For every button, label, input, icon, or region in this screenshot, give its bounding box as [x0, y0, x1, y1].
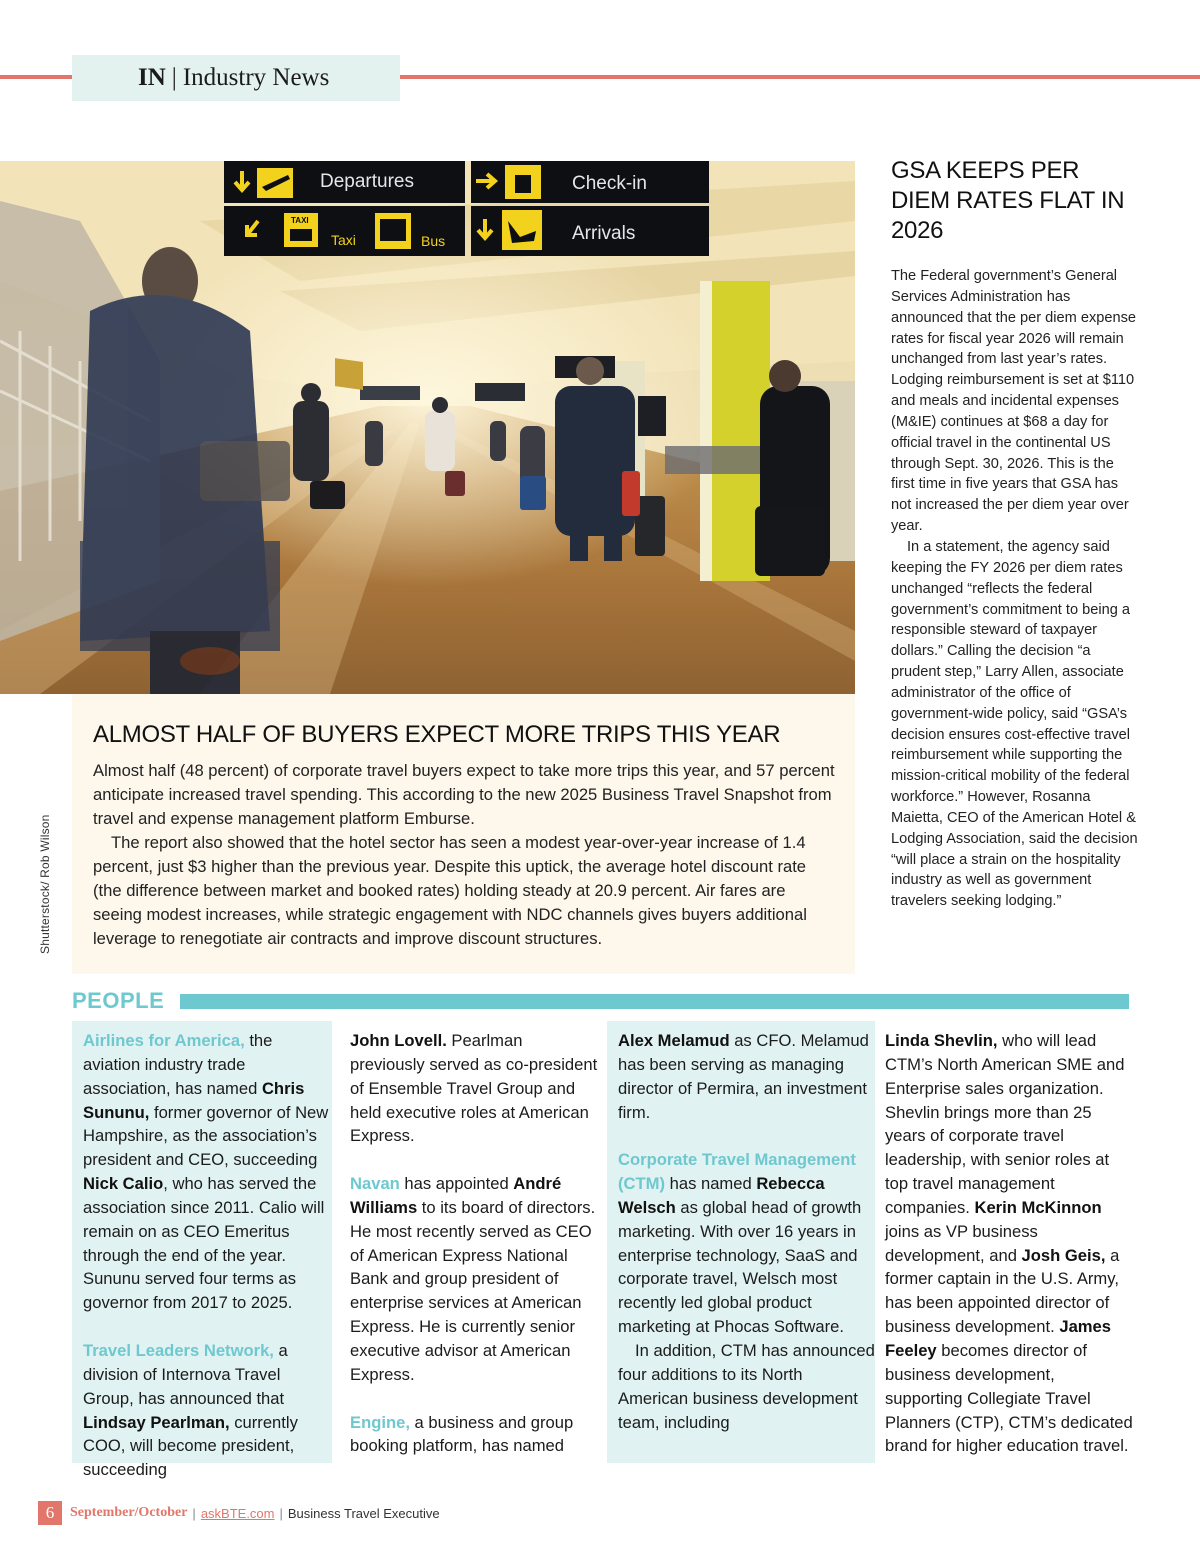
people-column-4 — [874, 1021, 1136, 1463]
people-text: as global head of growth marketing. With over 16 years in enterprise technology, SaaS and corporate travel, Welsch most recently led global product marketing at Phocas Software. — [618, 1197, 862, 1337]
section-header — [72, 55, 400, 101]
publication-name: Business Travel Executive — [287, 1505, 440, 1521]
org-name: Airlines for America, — [83, 1031, 245, 1050]
people-text: a division of Internova Travel Group, has announced that — [83, 1340, 288, 1408]
people-item — [350, 1411, 599, 1459]
org-name: Engine, — [350, 1412, 410, 1432]
people-column-2 — [339, 1021, 599, 1463]
person-name: Chris Sununu, — [83, 1078, 305, 1122]
person-name: James Feeley — [885, 1317, 1112, 1360]
person-name: Alex Melamud — [618, 1031, 730, 1050]
person-name: Linda Shevlin, — [885, 1031, 998, 1050]
gsa-article — [891, 156, 1139, 912]
page-footer — [38, 1501, 440, 1525]
people-text: to its board of directors. He most recently served as CEO of American Express National Bank and group president of enterprise services at American Express. He is currently senior executive advisor at American Express. — [350, 1197, 596, 1384]
people-text: has named — [665, 1174, 757, 1194]
footer-separator: | — [192, 1505, 196, 1521]
people-item — [83, 1029, 332, 1315]
person-name: Lindsay Pearlman, — [83, 1412, 230, 1432]
sign-checkin-text: Check-in — [572, 173, 647, 194]
people-text: who will lead CTM’s North American SME and Enterprise sales organization. Shevlin brings more than 25 years of corporate travel leadership, with senior roles at top travel management companies. — [885, 1031, 1125, 1217]
sign-taxi-text: Taxi — [331, 232, 356, 248]
sign-bus-text: Bus — [421, 233, 446, 249]
people-text: former governor of New Hampshire, as the association’s president and CEO, succeeding — [83, 1102, 329, 1170]
people-item — [83, 1339, 332, 1482]
feature-paragraph: The report also showed that the hotel sector has seen a modest year-over-year increase of 1.4 percent, just $3 higher than the previous year. Despite this uptick, the average hotel discount rate (the difference between market and booked rates) holding steady at 20.9 percent. Air fares are seeing modest increases, while strategic engagement with NDC channels gives buyers additional leverage to renegotiate air contracts and improve discount structures. — [93, 833, 807, 948]
people-column-3 — [607, 1021, 875, 1463]
person-name: John Lovell. — [350, 1031, 447, 1050]
header-rule-right — [400, 75, 1200, 79]
people-column-1 — [72, 1021, 332, 1480]
feature-headline: ALMOST HALF OF BUYERS EXPECT MORE TRIPS THIS YEAR — [93, 721, 781, 748]
gsa-headline: GSA KEEPS PER DIEM RATES FLAT IN 2026 — [891, 157, 1125, 244]
gsa-paragraph: In a statement, the agency said keeping the FY 2026 per diem rates unchanged “reflects the federal government’s commitment to being a responsible steward of taxpayer dollars.” Calling the decision “a prudent step,” Larry Allen, associate administrator of the office of government-wide policy, said “GSA’s decision ensures cost-effective travel reimbursement while supporting the mission-critical mobility of the federal workforce.” However, Rosanna Maietta, CEO of the American Hotel & Lodging Association, said the decision “will place a strain on the hospitality industry as well as government travelers seeking lodging.” — [891, 538, 1138, 910]
photo-credit: Shutterstock/ Rob Wilson — [38, 814, 52, 954]
people-item — [618, 1148, 875, 1339]
website-link[interactable]: askBTE.com — [200, 1505, 275, 1521]
people-item: In addition, CTM has announced four additions to its North American business development team, including — [618, 1340, 875, 1432]
section-code: IN — [138, 64, 166, 91]
people-text: has appointed — [399, 1174, 514, 1194]
people-text: a former captain in the U.S. Army, has been appointed director of business development. — [885, 1245, 1120, 1337]
section-title: Industry News — [182, 64, 330, 91]
sign-arrivals-text: Arrivals — [572, 223, 636, 244]
people-text: the aviation industry trade association, has named — [83, 1031, 273, 1098]
person-name: Rebecca Welsch — [618, 1174, 825, 1217]
org-name: Corporate Travel Management (CTM) — [618, 1150, 856, 1194]
org-name: Navan — [350, 1174, 400, 1194]
airport-photo — [0, 161, 855, 694]
person-name: Nick Calio — [83, 1174, 164, 1194]
people-text: Pearlman previously served as co-president of Ensemble Travel Group and held executive roles at American Express. — [350, 1031, 598, 1146]
org-name: Travel Leaders Network, — [83, 1340, 274, 1360]
people-item — [885, 1029, 1136, 1458]
people-item — [350, 1172, 599, 1387]
people-item — [350, 1029, 599, 1148]
section-separator: | — [171, 64, 177, 91]
person-name: Josh Geis, — [1021, 1245, 1106, 1265]
people-title-bar — [180, 994, 1129, 1009]
people-text: becomes director of business development, supporting Collegiate Travel Planners (CTP), CTM’s dedicated brand for higher education travel. — [885, 1340, 1133, 1456]
people-item — [618, 1029, 875, 1124]
sign-departures-text: Departures — [320, 171, 414, 192]
person-name: André Williams — [350, 1174, 562, 1217]
people-text: a business and group booking platform, has named — [350, 1412, 574, 1456]
people-text: , who has served the association since 2011. Calio will remain on as CEO Emeritus through the end of the year. Sununu served four terms as governor from 2017 to 2025. — [83, 1174, 325, 1313]
people-text: currently COO, will become president, succeeding — [83, 1412, 298, 1480]
people-text: as CFO. Melamud has been serving as managing director of Permira, an investment firm. — [618, 1031, 869, 1122]
gsa-paragraph: The Federal government’s General Services Administration has announced that the per diem expense rates for fiscal year 2026 will remain unchanged from last year’s rates. Lodging reimbursement is set at $110 and meals and incidental expenses (M&IE) continues at $68 a day for official travel in the continental US through Sept. 30, 2026. This is the first time in five years that GSA has not increased the per diem year over year. — [891, 268, 1137, 535]
page-number: 6 — [38, 1501, 62, 1525]
issue-date: September/October — [70, 1505, 188, 1520]
feature-article — [72, 694, 855, 974]
people-section-title: PEOPLE — [72, 988, 165, 1013]
footer-separator: | — [279, 1505, 283, 1521]
sign-taxi-icon-text: TAXI — [291, 216, 309, 225]
header-rule-left — [0, 75, 72, 79]
people-text: joins as VP business development, and — [885, 1221, 1038, 1265]
person-name: Kerin McKinnon — [974, 1197, 1102, 1217]
feature-paragraph: Almost half (48 percent) of corporate travel buyers expect to take more trips this year, and 57 percent anticipate increased travel spending. This according to the new 2025 Business Travel Snapshot from travel and expense management platform Emburse. — [93, 761, 835, 828]
